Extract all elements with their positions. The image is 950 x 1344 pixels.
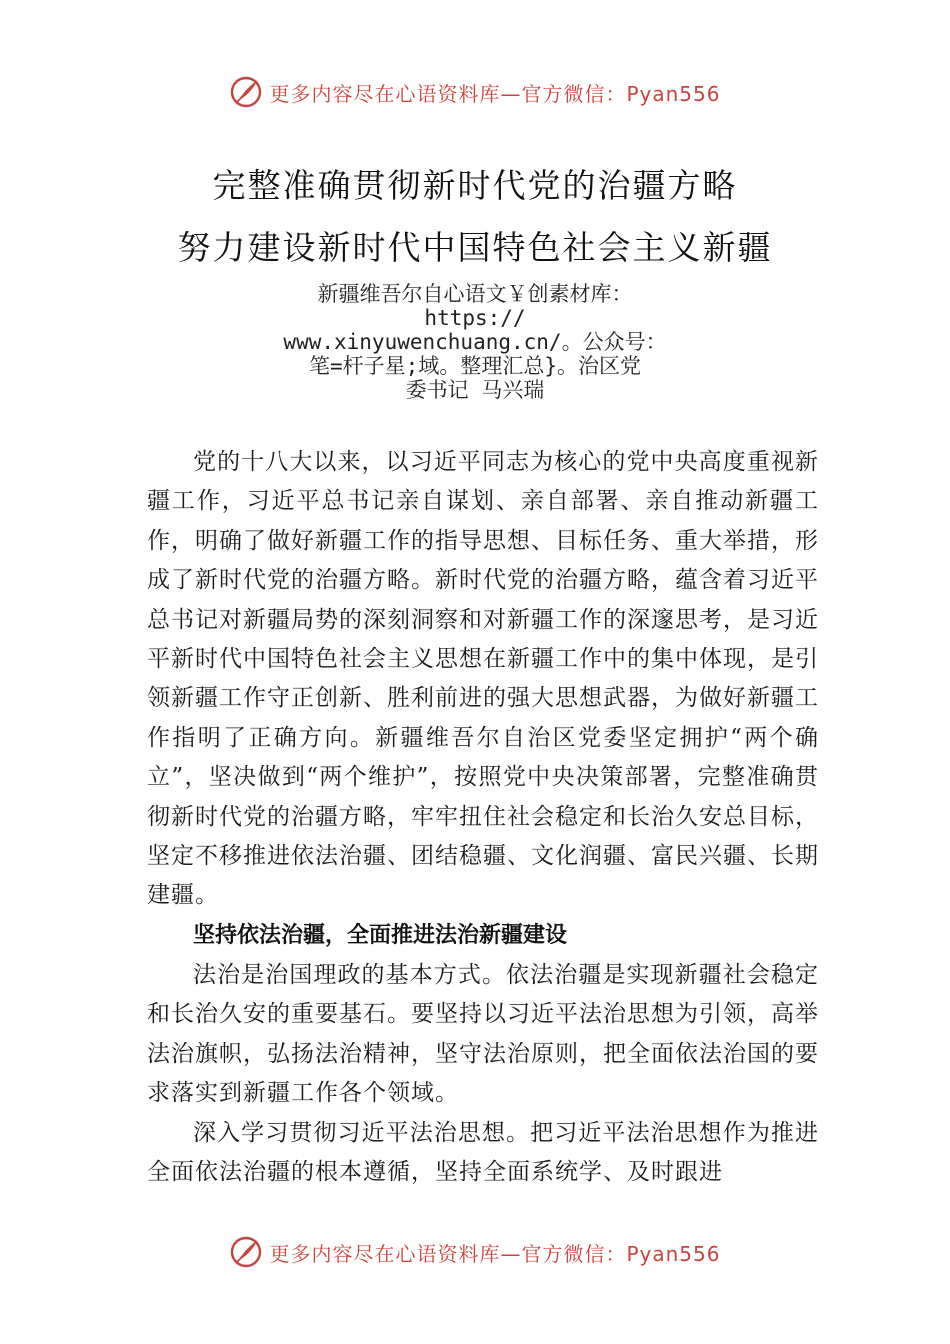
doc-title-line2: 努力建设新时代中国特色社会主义新疆 bbox=[177, 228, 773, 267]
body-paragraph: 深入学习贯彻习近平法治思想。把习近平法治思想作为推进全面依法治疆的根本遵循，坚持全面系统学、及时跟进 bbox=[147, 1119, 819, 1185]
byline-line: 新疆维吾尔自心语文￥创素材库： bbox=[317, 282, 633, 306]
body-paragraph: 党的十八大以来，以习近平同志为核心的党中央高度重视新疆工作，习近平总书记亲自谋划、亲自部署、亲自推动新疆工作，明确了做好新疆工作的指导思想、目标任务、重大举措，形成了新时代党的治疆方略。新时代党的治疆方略，蕴含着习近平总书记对新疆局势的深刻洞察和对新疆工作的深邃思考，是习近平新时代中国特色社会主义思想在新疆工作中的集中体现，是引领新疆工作守正创新、胜利前进的强大思想武器，为做好新疆工作指明了正确方向。新疆维吾尔自治区党委坚定拥护“两个确立”，坚决做到“两个维护”，按照党中央决策部署，完整准确贯彻新时代党的治疆方略，牢牢扭住社会稳定和长治久安总目标，坚定不移推进依法治疆、团结稳疆、文化润疆、富民兴疆、长期建疆。 bbox=[147, 449, 819, 909]
feather-pen-circle-logo bbox=[229, 1235, 263, 1269]
feather-pen-circle-logo bbox=[229, 75, 263, 109]
byline bbox=[0, 282, 950, 402]
body-paragraph: 法治是治国理政的基本方式。依法治疆是实现新疆社会稳定和长治久安的重要基石。要坚持以习近平法治思想为引领，高举法治旗帜，弘扬法治精神，坚守法治原则，把全面依法治国的要求落实到新疆工作各个领域。 bbox=[147, 961, 819, 1107]
doc-body bbox=[147, 443, 819, 1192]
banner-text: 更多内容尽在心语资料库—官方微信：Pyan556 bbox=[269, 1241, 721, 1266]
byline-line: https:// bbox=[424, 306, 526, 330]
doc-title-line1: 完整准确贯彻新时代党的治疆方略 bbox=[212, 166, 738, 205]
footer-banner bbox=[0, 1232, 950, 1272]
header-banner bbox=[0, 72, 950, 112]
byline-line: 委书记 马兴瑞 bbox=[405, 378, 545, 402]
banner-text: 更多内容尽在心语资料库—官方微信：Pyan556 bbox=[269, 81, 721, 106]
section-heading: 坚持依法治疆，全面推进法治新疆建设 bbox=[193, 922, 568, 948]
byline-line: 笔=杆子星;域。整理汇总}。治区党 bbox=[309, 354, 641, 378]
byline-line: www.xinyuwenchuang.cn/。公众号： bbox=[283, 330, 667, 354]
